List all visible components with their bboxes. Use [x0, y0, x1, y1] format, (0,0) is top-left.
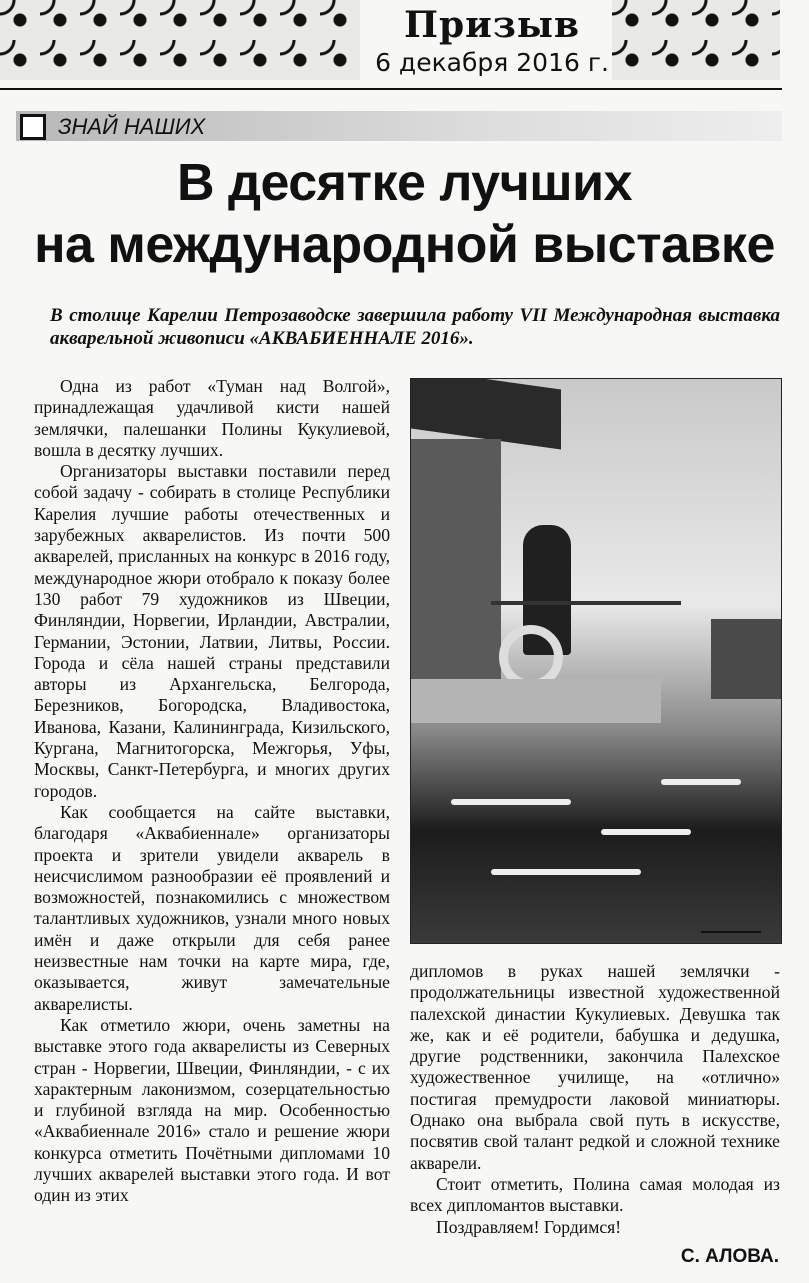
painting-ripple	[451, 799, 571, 805]
rubric-square-icon	[20, 114, 46, 140]
watercolor-painting-photo	[410, 378, 782, 944]
headline-line-1: В десятке лучших	[176, 154, 633, 212]
rubric-label: ЗНАЙ НАШИХ	[58, 114, 206, 139]
masthead-ornament-right	[612, 0, 780, 80]
painting-signature	[701, 915, 761, 933]
headline-line-2: на международной выставке	[34, 216, 775, 274]
newspaper-name: Призыв	[404, 4, 580, 46]
article-column-right	[410, 961, 780, 1238]
painting-deck	[411, 679, 661, 723]
paragraph: Организаторы выставки поставили перед собой задачу - собирать в столице Республики Карелия лучшие работы отечественных и зарубежных акварелистов. Из почти 500 акварелей, присланных на конкурс в 2016 году, международное жюри отобрало к показу более 130 работ 79 художников из Швеции, Финляндии, Норвегии, Ирландии, Австралии, Германии, Эстонии, Латвии, Литвы, России. Города и сёла нашей страны представили авторы из Архангельска, Белгорода, Березников, Богородска, Владивостока, Иванова, Казани, Калининграда, Кизильского, Кургана, Магнитогорска, Межгорья, Уфы, Москвы, Санкт-Петербурга, и многих других городов.	[34, 461, 390, 801]
painting-ripple	[661, 779, 741, 785]
article-author: С. АЛОВА.	[680, 1246, 779, 1267]
paragraph: Стоит отметить, Полина самая молодая из всех дипломантов выставки.	[410, 1173, 780, 1216]
painting-ripple	[491, 869, 641, 875]
paragraph: Одна из работ «Туман над Волгой», принадлежащая удачливой кисти нашей землячки, палешанки Полины Кукулиевой, вошла в десятку лучших.	[34, 376, 390, 460]
article-lead: В столице Карелии Петрозаводске завершила работу VII Международная выставка акварельной живописи «АКВАБИЕННАЛЕ 2016».	[50, 305, 780, 349]
issue-date: 6 декабря 2016 г.	[375, 48, 609, 77]
article-headline	[0, 152, 809, 276]
article-column-left	[34, 376, 390, 1207]
painting-cabin	[411, 439, 501, 719]
painting-ripple	[601, 829, 691, 835]
masthead-rule	[0, 88, 782, 90]
painting-railing	[491, 601, 681, 605]
masthead-ornament-left	[0, 0, 360, 80]
painting-boat	[711, 619, 781, 699]
paragraph: Как сообщается на сайте выставки, благодаря «Аквабиеннале» организаторы проекта и зрители увидели акварель в неисчислимом разнообразии её проявлений и возможностей, познакомились с множеством талантливых художников, узнали много новых имён и даже открыли для себя ранее неизвестные нам точки на карте мира, где, оказывается, живут замечательные акварелисты.	[34, 801, 390, 1014]
paragraph-continuation: дипломов в руках нашей землячки - продолжательницы известной художественной палехской династии Кукулиевых. Девушка так же, как и её родители, бабушка и дедушка, другие родственники, закончила Палехское художественное училище, на «отлично» постигая премудрости лаковой миниатюры. Однако она выбрала свой путь в искусстве, посвятив свой талант редкой и сложной технике акварели.	[410, 961, 780, 1173]
paragraph: Поздравляем! Гордимся!	[436, 1216, 622, 1237]
paragraph: Как отметило жюри, очень заметны на выставке этого года акварелисты из Северных стран - Норвегии, Швеции, Финляндии, - с их характерным лаконизмом, созерцательностью и глубиной взгляда на мир. Особенностью «Аквабиеннале 2016» стало и решение жюри конкурса отметить Почётными дипломами 10 лучших акварелей выставки этого года. И вот один из этих	[34, 1014, 390, 1206]
